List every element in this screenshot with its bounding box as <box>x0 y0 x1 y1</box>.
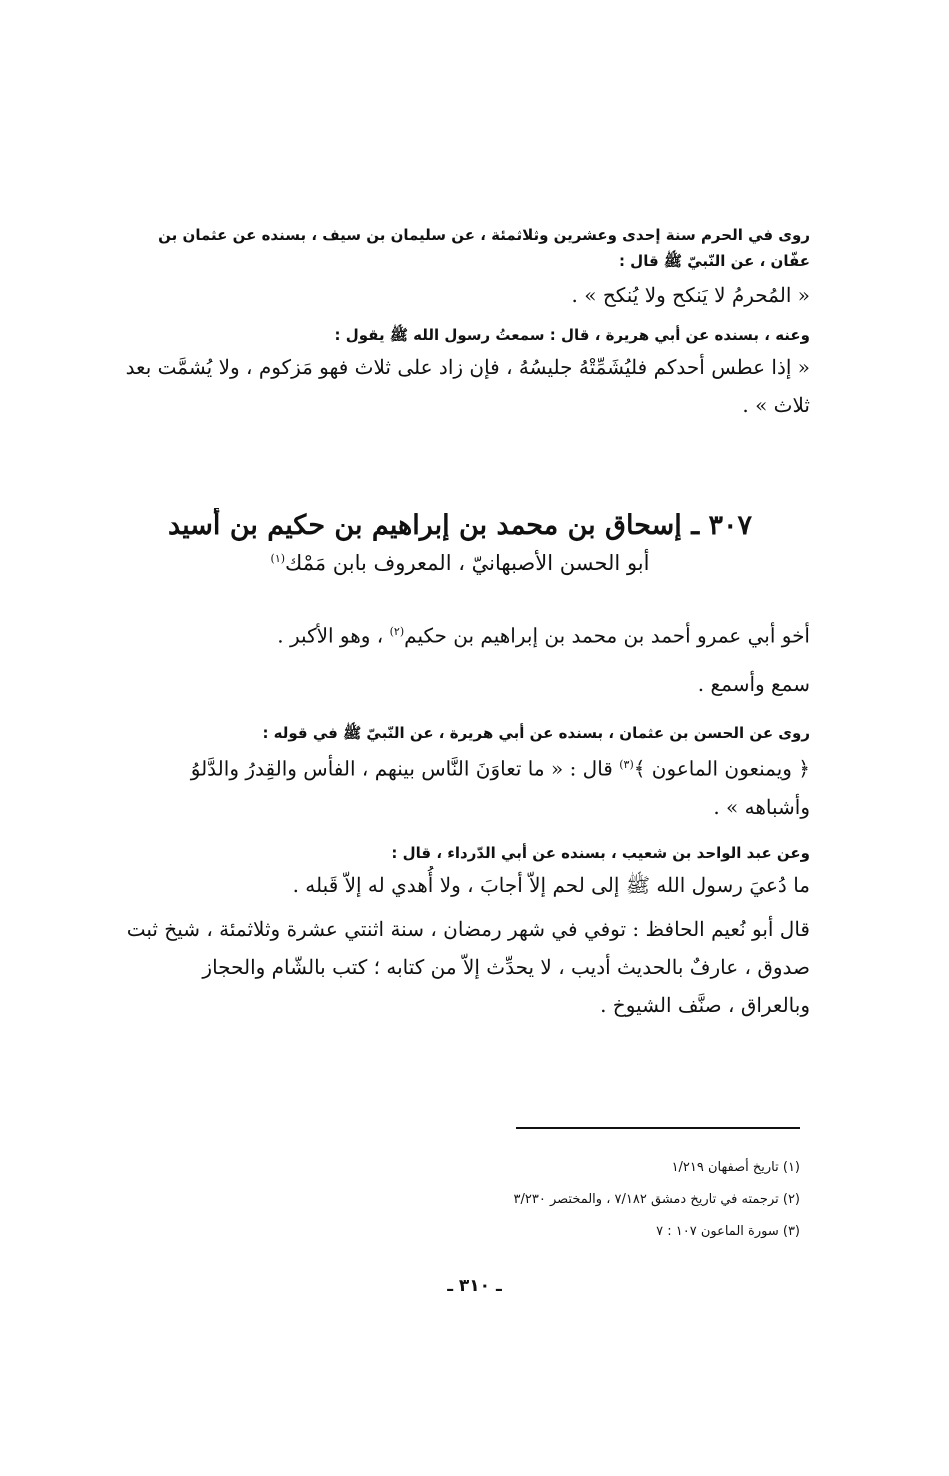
footnote: (٢) ترجمته في تاريخ دمشق ٧/١٨٢ ، والمختصر ٣/٢٣٠ <box>513 1192 800 1207</box>
biography-line: وبالعراق ، صنَّف الشيوخ . <box>600 992 810 1017</box>
body-line <box>110 613 810 655</box>
hadith-quote: ما دُعيَ رسول الله ﷺ إلى لحم إلاّ أجابَ ، ولا أُهدي له إلاّ قَبله . <box>292 872 810 897</box>
top-section <box>110 222 810 424</box>
hadith-quote-line: وأشباهه » . <box>713 794 810 819</box>
entry-body <box>110 613 810 703</box>
biography-line: قال أبو نُعيم الحافظ : توفي في شهر رمضان ، سنة اثنتي عشرة وثلاثمئة ، شيخ ثبت <box>126 916 810 941</box>
body-text: أخو أبي عمرو أحمد بن محمد بن إبراهيم بن حكيم <box>404 623 810 648</box>
footnote: (١) تاريخ أصفهان ١/٢١٩ <box>671 1160 800 1175</box>
entry-hadiths <box>110 720 810 1024</box>
paragraph-line: وعن عبد الواحد بن شعيب ، بسنده عن أبي الدّرداء ، قال : <box>391 843 810 862</box>
paragraph-line: روى في الحرم سنة إحدى وعشرين وثلاثمئة ، عن سليمان بن سيف ، بسنده عن عثمان بن <box>158 226 810 244</box>
entry-section <box>110 508 810 578</box>
hadith-quote-line: « إذا عطس أحدكم فليُشَمِّتْهُ جليسُهُ ، فإن زاد على ثلاث فهو مَزكوم ، ولا يُشمَّت بعد <box>125 355 810 379</box>
hadith-quote: « المُحرمُ لا يَنكح ولا يُنكح » . <box>571 283 810 307</box>
paragraph-line: روى عن الحسن بن عثمان ، بسنده عن أبي هريرة ، عن النّبيّ ﷺ في قوله : <box>262 724 810 742</box>
footnote-ref: (١) <box>270 552 286 565</box>
footnotes <box>420 1152 800 1248</box>
body-text: ، وهو الأكبر . <box>277 623 390 648</box>
entry-subheading <box>110 544 810 578</box>
hadith-quote-line: ثلاث » . <box>742 393 810 417</box>
footnote-ref: (٢) <box>389 625 405 638</box>
footnote: (٣) سورة الماعون ١٠٧ : ٧ <box>656 1224 800 1239</box>
paragraph-line: عفّان ، عن النّبيّ ﷺ قال : <box>618 252 810 270</box>
footnote-ref: (٣) <box>619 758 634 771</box>
biography-line: صدوق ، عارفٌ بالحديث أديب ، لا يحدِّث إلاّ من كتابه ؛ كتب بالشّام والحجاز <box>202 954 810 979</box>
entry-heading: ٣٠٧ ـ إسحاق بن محمد بن إبراهيم بن حكيم بن أسيد <box>167 510 753 541</box>
footnote-separator <box>516 1127 800 1129</box>
hadith-quote-line <box>110 746 810 788</box>
body-line: سمع وأسمع . <box>697 671 810 696</box>
body-text: قال : « ما تعاوَنَ النَّاس بينهم ، الفأس والقِدرُ والدَّلوُ <box>190 756 620 781</box>
subheading-text: أبو الحسن الأصبهانيّ ، المعروف بابن مَمْك <box>285 551 650 575</box>
paragraph-line: وعنه ، بسنده عن أبي هريرة ، قال : سمعتُ رسول الله ﷺ يقول : <box>334 326 810 344</box>
quran-quote: ﴿ ويمنعون الماعون ﴾ <box>633 756 810 781</box>
page-number: ـ ٣١٠ ـ <box>447 1276 502 1296</box>
